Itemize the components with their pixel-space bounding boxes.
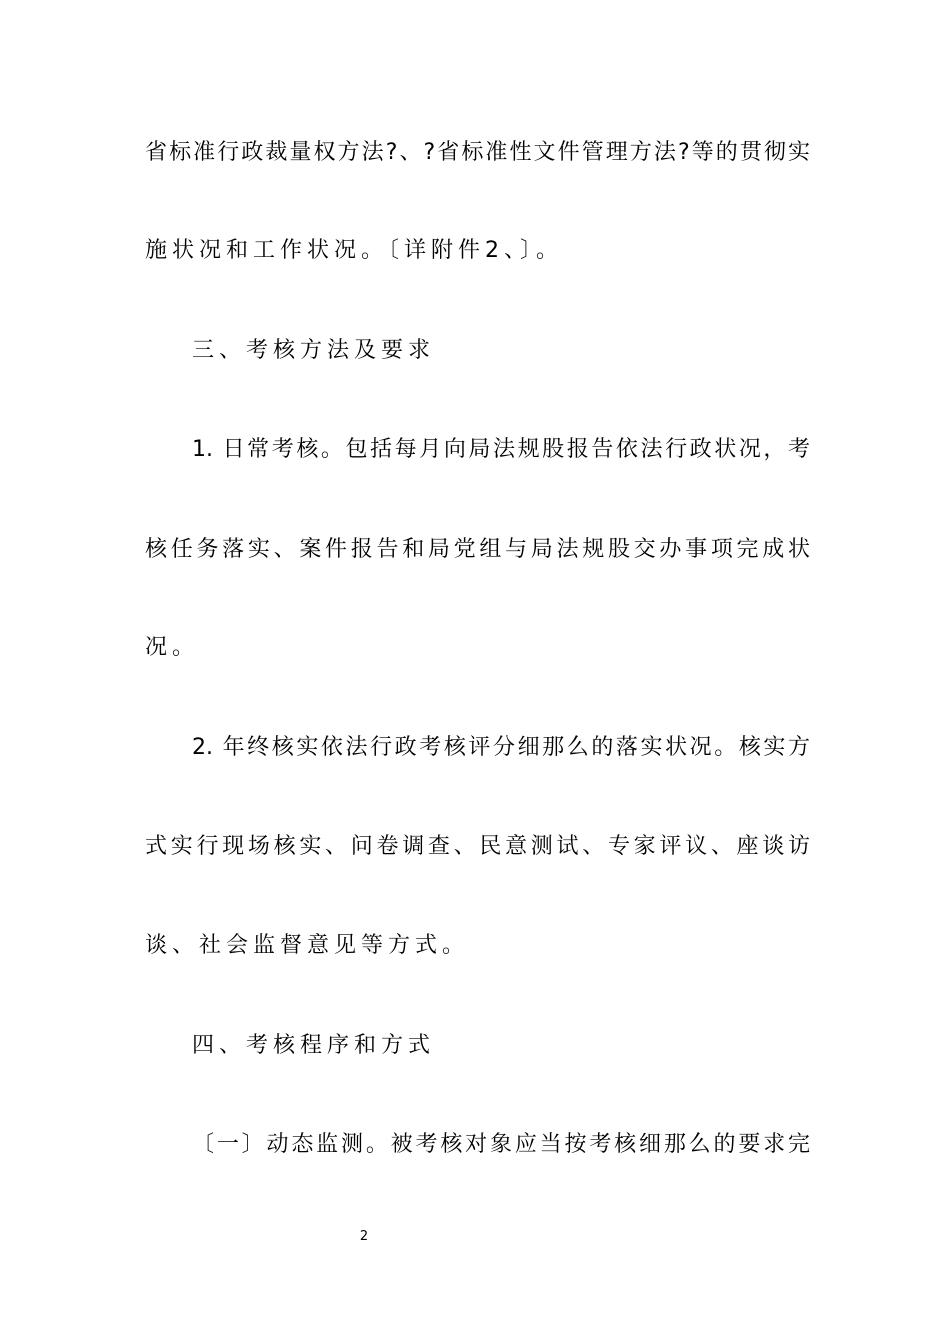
body-text-line: 2. 年终核实依法行政考核评分细那么的落实状况。核实方 [192,735,810,760]
page-number: 2 [359,1229,369,1244]
body-text-line: 省标准行政裁量权方法?、?省标准性文件管理方法?等的贯彻实 [145,140,810,165]
body-text-line: 〔一〕动态监测。被考核对象应当按考核细那么的要求完 [192,1132,810,1157]
body-text-line: 施状况和工作状况。〔详附件2、〕。 [145,238,563,263]
section-heading: 三、考核方法及要求 [192,338,436,363]
section-heading: 四、考核程序和方式 [192,1033,436,1058]
body-text-line: 况。 [145,635,200,660]
body-text-line: 核任务落实、案件报告和局党组与局法规股交办事项完成状 [145,537,810,562]
body-text-line: 1. 日常考核。包括每月向局法规股报告依法行政状况，考 [192,437,810,462]
body-text-line: 式实行现场核实、问卷调查、民意测试、专家评议、座谈访 [145,834,810,859]
body-text-line: 谈、社会监督意见等方式。 [145,933,470,958]
